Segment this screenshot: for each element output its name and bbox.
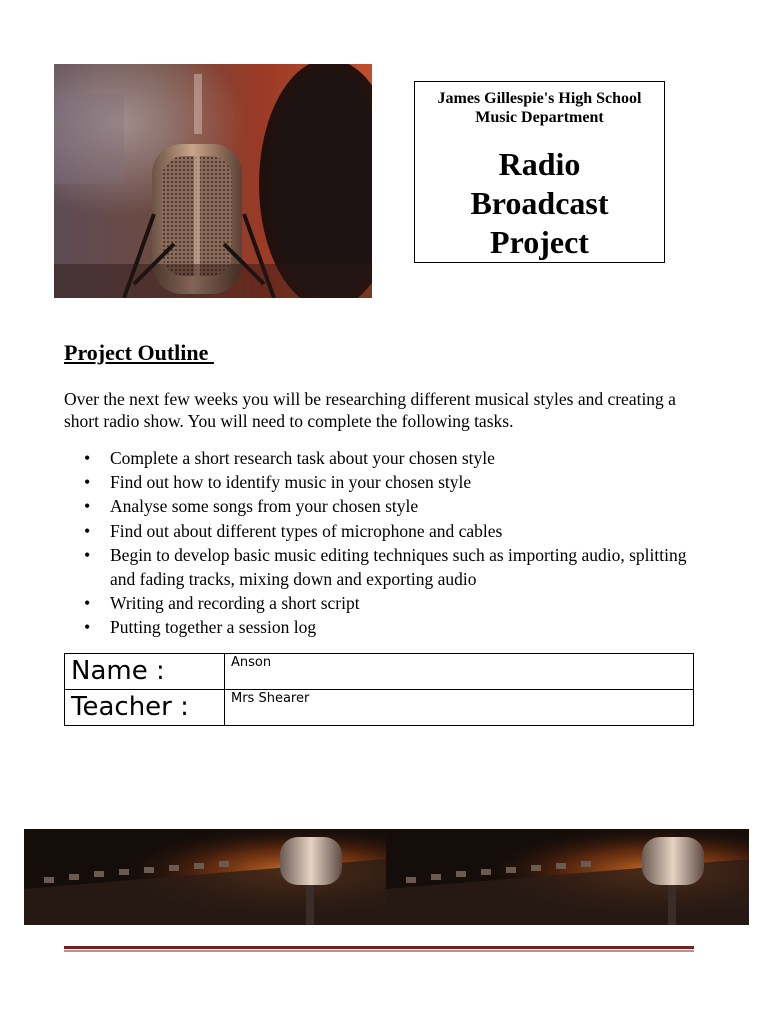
project-title-line-1: Radio <box>498 146 581 182</box>
footer-divider <box>64 946 694 952</box>
microphone-photo-drawing <box>54 64 372 298</box>
school-name: James Gillespie's High School <box>437 90 642 107</box>
mixing-desk-banner <box>24 829 749 925</box>
task-item: • Writing and recording a short script <box>64 591 704 615</box>
section-heading-project-outline: Project Outline <box>64 340 214 365</box>
task-item: • Find out about different types of microphone and cables <box>64 519 704 543</box>
teacher-field[interactable]: Mrs Shearer <box>225 690 694 726</box>
teacher-label: Teacher : <box>65 690 225 726</box>
project-title-line-2: Broadcast <box>470 185 609 221</box>
task-item: • Putting together a session log <box>64 615 704 639</box>
table-row-name <box>65 654 694 690</box>
banner-drawing <box>24 829 749 925</box>
banner-panel-right <box>386 829 749 925</box>
table-row-teacher <box>65 690 694 726</box>
task-item: • Analyse some songs from your chosen style <box>64 494 704 518</box>
banner-panel-left <box>24 829 386 925</box>
task-item: • Find out how to identify music in your chosen style <box>64 470 704 494</box>
name-field[interactable]: Anson <box>225 654 694 690</box>
department-name: Music Department <box>475 109 604 126</box>
title-box <box>414 81 665 263</box>
student-info-table <box>64 653 694 726</box>
intro-paragraph: Over the next few weeks you will be researching different musical styles and creating a short radio show. You will need to complete the following tasks. <box>64 389 676 431</box>
project-title <box>415 145 664 262</box>
name-label: Name : <box>65 654 225 690</box>
project-title-line-3: Project <box>490 224 589 260</box>
task-list <box>64 446 704 640</box>
studio-microphone-photo <box>54 64 372 298</box>
task-item: • Complete a short research task about your chosen style <box>64 446 704 470</box>
task-item: • Begin to develop basic music editing techniques such as importing audio, splitting and fading tracks, mixing down and exporting audio <box>64 543 704 591</box>
